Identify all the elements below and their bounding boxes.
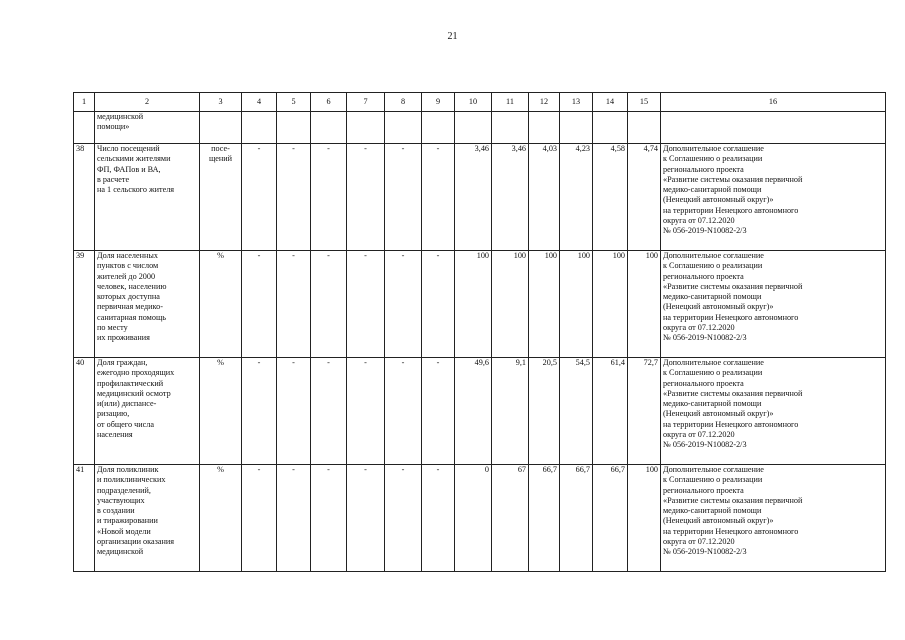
header-cell: 15 <box>628 93 661 112</box>
empty-cell <box>311 112 347 144</box>
header-cell: 13 <box>560 93 593 112</box>
dash-cell: - <box>311 251 347 358</box>
value-cell: 100 <box>628 465 661 572</box>
indicator-name: Доля граждан, ежегодно проходящих профилактический медицинский осмотр и(или) диспансе- ризацию, от общего числа населения <box>95 358 200 465</box>
value-cell: 61,4 <box>593 358 628 465</box>
unit-cell: % <box>200 358 242 465</box>
dash-cell: - <box>385 251 422 358</box>
table-row <box>74 251 886 358</box>
value-cell: 100 <box>593 251 628 358</box>
indicator-name: Число посещений сельскими жителями ФП, ФАПов и ВА, в расчете на 1 сельского жителя <box>95 144 200 251</box>
dash-cell: - <box>385 465 422 572</box>
value-cell: 9,1 <box>492 358 529 465</box>
empty-cell <box>492 112 529 144</box>
value-cell: 0 <box>455 465 492 572</box>
unit-cell: посе- щений <box>200 144 242 251</box>
header-cell: 9 <box>422 93 455 112</box>
unit-cell: % <box>200 251 242 358</box>
empty-cell <box>277 112 311 144</box>
value-cell: 4,03 <box>529 144 560 251</box>
value-cell: 100 <box>628 251 661 358</box>
empty-cell <box>560 112 593 144</box>
source-document: Дополнительное соглашение к Соглашению о реализации регионального проекта «Развитие системы оказания первичной медико-санитарной помощи (Ненецкий автономный округ)» на территории Ненецкого автономного округа от 07.12.2020 № 056-2019-N10082-2/3 <box>661 144 886 251</box>
dash-cell: - <box>347 144 385 251</box>
dash-cell: - <box>311 465 347 572</box>
dash-cell: - <box>385 358 422 465</box>
dash-cell: - <box>242 144 277 251</box>
indicator-name: Доля поликлиник и поликлинических подразделений, участвующих в создании и тиражировании «Новой модели организации оказания медицинской <box>95 465 200 572</box>
value-cell: 54,5 <box>560 358 593 465</box>
value-cell: 100 <box>455 251 492 358</box>
header-cell: 10 <box>455 93 492 112</box>
dash-cell: - <box>385 144 422 251</box>
row-number: 38 <box>74 144 95 251</box>
table-row <box>74 358 886 465</box>
header-cell: 16 <box>661 93 886 112</box>
dash-cell: - <box>311 358 347 465</box>
table-row <box>74 465 886 572</box>
indicator-name: Доля населенных пунктов с числом жителей до 2000 человек, населению которых доступна первичная медико- санитарная помощь по месту их проживания <box>95 251 200 358</box>
dash-cell: - <box>277 358 311 465</box>
continuation-text: медицинской помощи» <box>95 112 200 144</box>
header-cell: 14 <box>593 93 628 112</box>
dash-cell: - <box>277 465 311 572</box>
row-number: 39 <box>74 251 95 358</box>
header-cell: 11 <box>492 93 529 112</box>
value-cell: 100 <box>560 251 593 358</box>
dash-cell: - <box>242 251 277 358</box>
dash-cell: - <box>422 144 455 251</box>
dash-cell: - <box>277 251 311 358</box>
value-cell: 4,23 <box>560 144 593 251</box>
dash-cell: - <box>422 358 455 465</box>
empty-cell <box>529 112 560 144</box>
empty-cell <box>422 112 455 144</box>
value-cell: 67 <box>492 465 529 572</box>
empty-cell <box>455 112 492 144</box>
header-cell: 3 <box>200 93 242 112</box>
indicators-table <box>73 92 886 572</box>
dash-cell: - <box>242 358 277 465</box>
value-cell: 66,7 <box>593 465 628 572</box>
source-document: Дополнительное соглашение к Соглашению о реализации регионального проекта «Развитие системы оказания первичной медико-санитарной помощи (Ненецкий автономный округ)» на территории Ненецкого автономного округа от 07.12.2020 № 056-2019-N10082-2/3 <box>661 465 886 572</box>
dash-cell: - <box>311 144 347 251</box>
dash-cell: - <box>347 358 385 465</box>
dash-cell: - <box>277 144 311 251</box>
header-cell: 7 <box>347 93 385 112</box>
header-cell: 6 <box>311 93 347 112</box>
header-cell: 8 <box>385 93 422 112</box>
dash-cell: - <box>347 465 385 572</box>
empty-cell <box>661 112 886 144</box>
dash-cell: - <box>422 465 455 572</box>
value-cell: 72,7 <box>628 358 661 465</box>
header-cell: 12 <box>529 93 560 112</box>
unit-cell: % <box>200 465 242 572</box>
header-cell: 2 <box>95 93 200 112</box>
dash-cell: - <box>422 251 455 358</box>
row-number: 41 <box>74 465 95 572</box>
value-cell: 3,46 <box>455 144 492 251</box>
header-cell: 4 <box>242 93 277 112</box>
value-cell: 100 <box>492 251 529 358</box>
value-cell: 4,58 <box>593 144 628 251</box>
empty-cell <box>385 112 422 144</box>
header-cell: 1 <box>74 93 95 112</box>
row-number: 40 <box>74 358 95 465</box>
dash-cell: - <box>242 465 277 572</box>
value-cell: 66,7 <box>560 465 593 572</box>
value-cell: 49,6 <box>455 358 492 465</box>
header-row <box>74 93 886 112</box>
value-cell: 66,7 <box>529 465 560 572</box>
page-number: 21 <box>447 31 458 42</box>
header-cell: 5 <box>277 93 311 112</box>
value-cell: 20,5 <box>529 358 560 465</box>
empty-cell <box>593 112 628 144</box>
empty-cell <box>200 112 242 144</box>
dash-cell: - <box>347 251 385 358</box>
empty-cell <box>242 112 277 144</box>
table-row <box>74 144 886 251</box>
value-cell: 3,46 <box>492 144 529 251</box>
source-document: Дополнительное соглашение к Соглашению о реализации регионального проекта «Развитие системы оказания первичной медико-санитарной помощи (Ненецкий автономный округ)» на территории Ненецкого автономного округа от 07.12.2020 № 056-2019-N10082-2/3 <box>661 358 886 465</box>
value-cell: 100 <box>529 251 560 358</box>
continuation-row <box>74 112 886 144</box>
source-document: Дополнительное соглашение к Соглашению о реализации регионального проекта «Развитие системы оказания первичной медико-санитарной помощи (Ненецкий автономный округ)» на территории Ненецкого автономного округа от 07.12.2020 № 056-2019-N10082-2/3 <box>661 251 886 358</box>
empty-cell <box>74 112 95 144</box>
empty-cell <box>628 112 661 144</box>
value-cell: 4,74 <box>628 144 661 251</box>
empty-cell <box>347 112 385 144</box>
